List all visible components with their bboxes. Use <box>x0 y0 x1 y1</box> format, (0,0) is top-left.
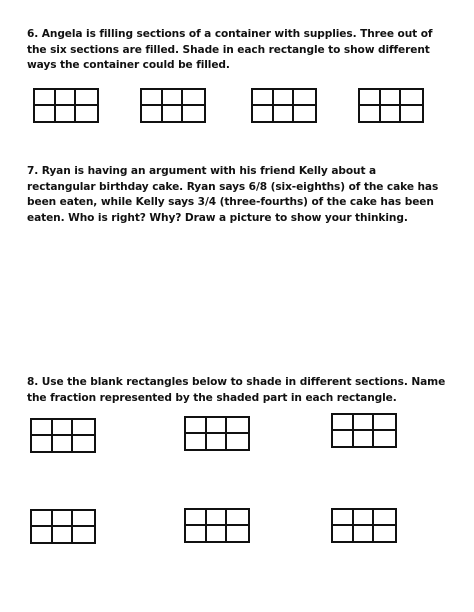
grid-cell[interactable] <box>207 510 228 526</box>
grid-cell[interactable] <box>381 106 402 122</box>
grid-cell[interactable] <box>354 526 375 542</box>
grid-cell[interactable] <box>56 106 77 122</box>
grid-cell[interactable] <box>186 526 207 542</box>
grid-cell[interactable] <box>227 434 248 450</box>
grid-cell[interactable] <box>354 415 375 431</box>
grid-cell[interactable] <box>53 511 74 527</box>
grid-cell[interactable] <box>186 434 207 450</box>
q8-rectangle-4[interactable] <box>30 509 96 544</box>
grid-cell[interactable] <box>354 510 375 526</box>
grid-cell[interactable] <box>333 415 354 431</box>
grid-cell[interactable] <box>163 106 184 122</box>
grid-cell[interactable] <box>207 526 228 542</box>
q6-rectangle-2[interactable] <box>140 88 206 123</box>
grid-cell[interactable] <box>227 526 248 542</box>
grid-cell[interactable] <box>163 90 184 106</box>
grid-cell[interactable] <box>53 420 74 436</box>
grid-cell[interactable] <box>207 434 228 450</box>
q6-rectangle-1[interactable] <box>33 88 99 123</box>
grid-cell[interactable] <box>53 436 74 452</box>
grid-cell[interactable] <box>374 431 395 447</box>
grid-cell[interactable] <box>274 90 295 106</box>
grid-cell[interactable] <box>73 420 94 436</box>
grid-cell[interactable] <box>73 511 94 527</box>
grid-cell[interactable] <box>253 106 274 122</box>
grid-cell[interactable] <box>294 106 315 122</box>
grid-cell[interactable] <box>32 511 53 527</box>
grid-cell[interactable] <box>73 436 94 452</box>
grid-cell[interactable] <box>374 510 395 526</box>
grid-cell[interactable] <box>354 431 375 447</box>
question-8-text: 8. Use the blank rectangles below to shade in different sections. Name the fraction represented by the shaded part in each rectangle. <box>27 376 446 404</box>
grid-cell[interactable] <box>76 90 97 106</box>
grid-cell[interactable] <box>227 510 248 526</box>
grid-cell[interactable] <box>56 90 77 106</box>
grid-cell[interactable] <box>76 106 97 122</box>
grid-cell[interactable] <box>186 510 207 526</box>
grid-cell[interactable] <box>381 90 402 106</box>
grid-cell[interactable] <box>73 527 94 543</box>
grid-cell[interactable] <box>32 420 53 436</box>
grid-cell[interactable] <box>253 90 274 106</box>
q8-rectangle-1[interactable] <box>30 418 96 453</box>
grid-cell[interactable] <box>183 106 204 122</box>
q6-rectangle-3[interactable] <box>251 88 317 123</box>
q8-rectangle-2[interactable] <box>184 416 250 451</box>
q8-rectangle-3[interactable] <box>331 413 397 448</box>
grid-cell[interactable] <box>227 418 248 434</box>
grid-cell[interactable] <box>35 106 56 122</box>
grid-cell[interactable] <box>360 90 381 106</box>
grid-cell[interactable] <box>374 415 395 431</box>
grid-cell[interactable] <box>274 106 295 122</box>
grid-cell[interactable] <box>142 106 163 122</box>
grid-cell[interactable] <box>207 418 228 434</box>
question-7-text: 7. Ryan is having an argument with his friend Kelly about a rectangular birthday cake. Ryan says 6/8 (six-eighths) of the cake has been eaten, while Kelly says 3/4 (three-fourths) of the cake has been eaten. Who is right? Why? Draw a picture to show your thinking. <box>27 165 439 224</box>
grid-cell[interactable] <box>333 431 354 447</box>
grid-cell[interactable] <box>333 526 354 542</box>
question-6-text: 6. Angela is filling sections of a container with supplies. Three out of the six sections are filled. Shade in each rectangle to show different ways the container could be filled. <box>27 28 433 71</box>
grid-cell[interactable] <box>360 106 381 122</box>
q8-rectangle-5[interactable] <box>184 508 250 543</box>
q8-rectangle-6[interactable] <box>331 508 397 543</box>
q6-rectangle-4[interactable] <box>358 88 424 123</box>
grid-cell[interactable] <box>32 527 53 543</box>
grid-cell[interactable] <box>186 418 207 434</box>
grid-cell[interactable] <box>53 527 74 543</box>
grid-cell[interactable] <box>374 526 395 542</box>
grid-cell[interactable] <box>142 90 163 106</box>
grid-cell[interactable] <box>401 90 422 106</box>
grid-cell[interactable] <box>35 90 56 106</box>
grid-cell[interactable] <box>401 106 422 122</box>
grid-cell[interactable] <box>183 90 204 106</box>
grid-cell[interactable] <box>333 510 354 526</box>
grid-cell[interactable] <box>294 90 315 106</box>
grid-cell[interactable] <box>32 436 53 452</box>
